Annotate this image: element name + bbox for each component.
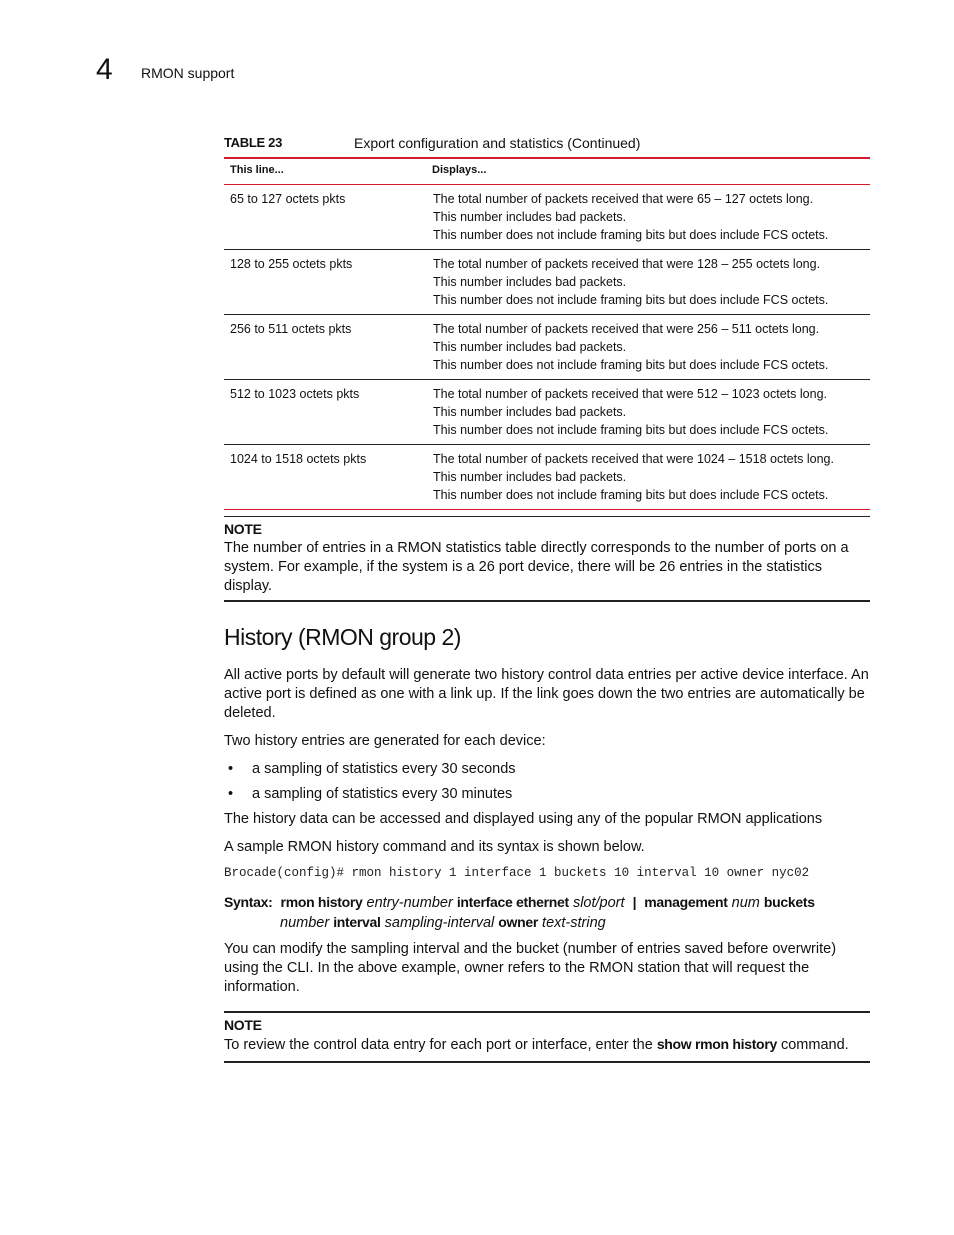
- row-line-cell: 256 to 511 octets pkts: [224, 315, 426, 380]
- note-text-after: command.: [776, 1037, 849, 1053]
- note-title: NOTE: [224, 521, 262, 537]
- syntax-argument: num: [731, 895, 760, 911]
- display-line: This number does not include framing bits but does include FCS octets.: [433, 228, 829, 242]
- chapter-number: 4: [96, 53, 113, 86]
- table-row: [224, 250, 870, 315]
- command-name: show rmon history: [656, 1036, 777, 1052]
- display-line: The total number of packets received that were 65 – 127 octets long.: [433, 192, 814, 206]
- paragraph: All active ports by default will generate two history control data entries per active device interface. An active port is defined as one with a link up. If the link goes down the two entries are automatically be deleted.: [224, 667, 869, 721]
- table-row: [224, 445, 870, 510]
- syntax-keyword: management: [644, 894, 728, 910]
- display-line: The total number of packets received that were 256 – 511 octets long.: [433, 322, 820, 336]
- note-title: NOTE: [224, 1017, 262, 1033]
- syntax-pipe: |: [632, 894, 637, 910]
- row-displays-cell: [426, 250, 870, 315]
- row-displays-cell: [426, 185, 870, 250]
- syntax-argument: number: [280, 915, 330, 931]
- display-line: The total number of packets received that were 1024 – 1518 octets long.: [433, 452, 834, 466]
- list-item: [228, 760, 516, 779]
- display-line: This number includes bad packets.: [433, 275, 627, 289]
- bullet-icon: •: [228, 786, 234, 802]
- list-item: [228, 785, 512, 804]
- syntax-block: [224, 893, 870, 933]
- row-displays-cell: [426, 380, 870, 445]
- table-row: [224, 380, 870, 445]
- paragraph: A sample RMON history command and its syntax is shown below.: [224, 839, 645, 855]
- note-box: [224, 516, 870, 602]
- syntax-line: [224, 913, 870, 933]
- bullet-icon: •: [228, 761, 234, 777]
- table-label: TABLE 23: [224, 135, 283, 150]
- table-title: Export configuration and statistics (Continued): [354, 135, 641, 151]
- display-line: This number does not include framing bits but does include FCS octets.: [433, 358, 829, 372]
- syntax-keyword: owner: [498, 914, 539, 930]
- display-line: This number includes bad packets.: [433, 470, 627, 484]
- display-line: The total number of packets received that were 512 – 1023 octets long.: [433, 387, 827, 401]
- syntax-argument: entry-number: [366, 895, 453, 911]
- column-header-line: This line...: [224, 158, 426, 185]
- running-header-title: RMON support: [141, 65, 235, 81]
- display-line: This number includes bad packets.: [433, 210, 627, 224]
- paragraph: You can modify the sampling interval and the bucket (number of entries saved before overwrite) using the CLI. In the above example, owner refers to the RMON station that will request the information.: [224, 941, 837, 995]
- syntax-label: Syntax:: [224, 894, 273, 910]
- syntax-keyword: rmon history: [280, 894, 363, 910]
- list-item-text: a sampling of statistics every 30 minutes: [252, 786, 513, 802]
- display-line: This number does not include framing bits but does include FCS octets.: [433, 293, 829, 307]
- syntax-keyword: interface ethernet: [456, 894, 569, 910]
- display-line: The total number of packets received that were 128 – 255 octets long.: [433, 257, 821, 271]
- row-displays-cell: [426, 445, 870, 510]
- row-displays-cell: [426, 315, 870, 380]
- row-line-cell: 65 to 127 octets pkts: [224, 185, 426, 250]
- cli-example: Brocade(config)# rmon history 1 interface 1 buckets 10 interval 10 owner nyc02: [224, 866, 810, 880]
- paragraph: Two history entries are generated for each device:: [224, 733, 546, 749]
- display-line: This number includes bad packets.: [433, 405, 627, 419]
- note-text: [224, 1035, 870, 1055]
- syntax-keyword: interval: [333, 914, 381, 930]
- row-line-cell: 512 to 1023 octets pkts: [224, 380, 426, 445]
- list-item-text: a sampling of statistics every 30 seconds: [252, 761, 516, 777]
- display-line: This number does not include framing bits but does include FCS octets.: [433, 423, 829, 437]
- statistics-table: [224, 157, 870, 510]
- note-text: The number of entries in a RMON statistics table directly corresponds to the number of ports on a system. For example, if the system is a 26 port device, there will be 26 entries in the statistics display.: [224, 540, 849, 594]
- paragraph: The history data can be accessed and displayed using any of the popular RMON applications: [224, 811, 823, 827]
- table-row: [224, 315, 870, 380]
- syntax-argument: slot/port: [572, 895, 625, 911]
- note-box: [224, 1011, 870, 1063]
- syntax-line: [224, 893, 870, 913]
- row-line-cell: 1024 to 1518 octets pkts: [224, 445, 426, 510]
- section-heading: History (RMON group 2): [224, 624, 461, 650]
- note-text-before: To review the control data entry for each port or interface, enter the: [224, 1037, 657, 1053]
- display-line: This number does not include framing bits but does include FCS octets.: [433, 488, 829, 502]
- syntax-keyword: buckets: [763, 894, 815, 910]
- display-line: This number includes bad packets.: [433, 340, 627, 354]
- column-header-displays: Displays...: [426, 158, 870, 185]
- syntax-argument: text-string: [542, 915, 606, 931]
- table-header-row: [224, 158, 870, 185]
- row-line-cell: 128 to 255 octets pkts: [224, 250, 426, 315]
- table-row: [224, 185, 870, 250]
- syntax-argument: sampling-interval: [384, 915, 495, 931]
